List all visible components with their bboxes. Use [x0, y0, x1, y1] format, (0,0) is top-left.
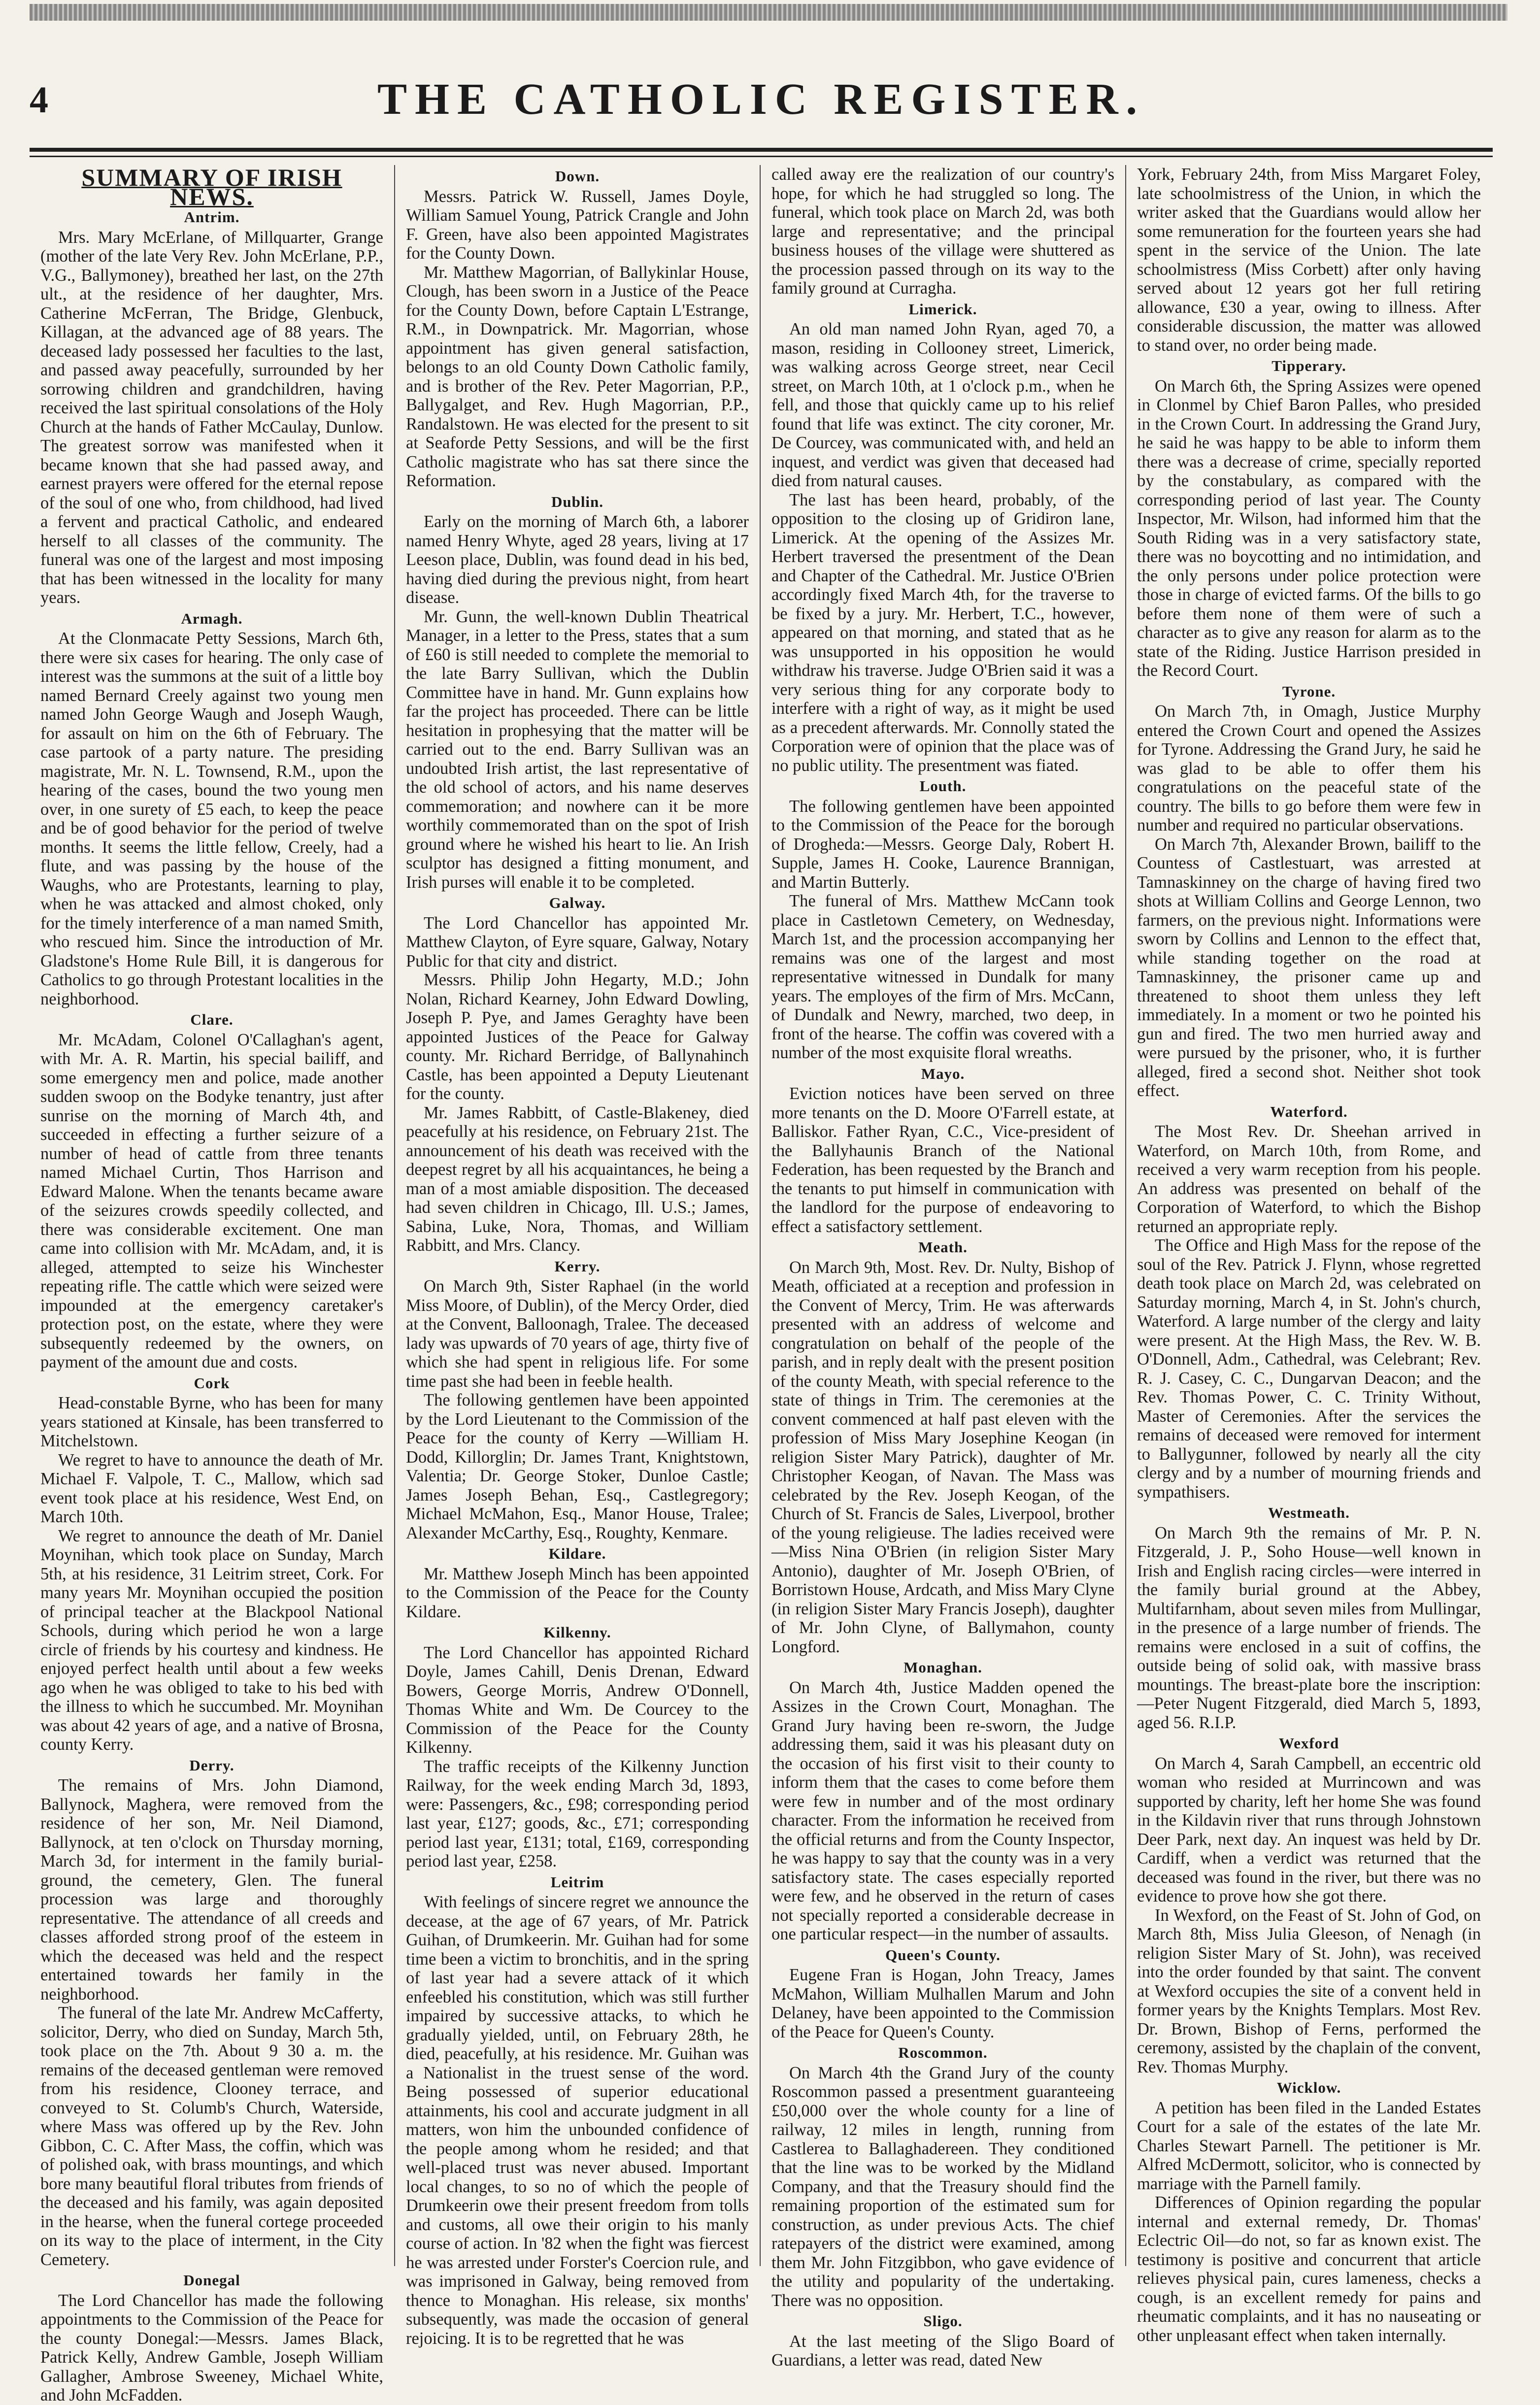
- news-paragraph: On March 7th, Alexander Brown, bailiff to the Countess of Castlestuart, was arrested at Tamnaskinney on the charge of having fired two shots at William Collins and George Lennon, two farmers, on the previous night. Informations were sworn by Collins and Lennon to the effect that, while standing together on the road at Tamnaskinney, the prisoner came up and threatened to shoot them unless they left immediately. In a moment or two he pointed his gun and fired. The two men hurried away and were pursued by the prisoner, who, it is further alleged, fired a second shot. Neither shot took effect.: [1137, 835, 1481, 1100]
- county-heading: Tipperary.: [1272, 357, 1346, 374]
- news-paragraph: On March 9th, Most. Rev. Dr. Nulty, Bishop of Meath, officiated at a reception and profession in the Convent of Mercy, Trim. He was afterwards presented with an address of welcome and congratulation on behalf of the people of the parish, and in reply dealt with the present position of the county Meath, with special reference to the state of things in Trim. The ceremonies at the convent commenced at half past eleven with the profession of Miss Mary Josephine Keogan (in religion Sister Mary Patrick), daughter of Mr. Christopher Keogan, of Navan. The Mass was celebrated by the Rev. Joseph Keogan, of the Church of St. Francis de Sales, Liverpool, brother of the young religieuse. The ladies received were —Miss Nina O'Brien (in religion Sister Mary Antonio), daughter of Mr. Joseph O'Brien, of Borristown House, Ardcath, and Miss Mary Clyne (in religion Sister Mary Francis Joseph), daughter of Mr. John Clyne, of Ballymahon, county Longford.: [771, 1258, 1114, 1656]
- county-heading: Clare.: [190, 1011, 234, 1028]
- news-paragraph: The Office and High Mass for the repose of the soul of the Rev. Patrick J. Flynn, whose regretted death took place on March 2d, was celebrated on Saturday morning, March 4, in St. John's church, Waterford. A large number of the clergy and laity were present. At the High Mass, the Rev. W. B. O'Donnell, Adm., Cathedral, was Celebrant; Rev. R. J. Casey, C. C., Dungarvan Deacon; and the Rev. Thomas Power, C. C. Trinity Without, Master of Ceremonies. After the services the remains of deceased were removed for interment to Ballygunner, followed by nearly all the city clergy and by a number of mourning friends and sympathisers.: [1137, 1236, 1481, 1502]
- news-paragraph: On March 4, Sarah Campbell, an eccentric old woman who resided at Murrincown and was supported by charity, left her home She was found in the Kildavin river that runs through Johnstown Deer Park, next day. An inquest was held by Dr. Cardiff, when a verdict was returned that the deceased was found in the river, but there was no evidence to prove how she got there.: [1137, 1754, 1481, 1905]
- county-heading: Monaghan.: [904, 1659, 982, 1676]
- news-paragraph: The Most Rev. Dr. Sheehan arrived in Waterford, on March 10th, from Rome, and received a very warm reception from his people. An address was presented on behalf of the Corporation of Waterford, to which the Bishop returned an appropriate reply.: [1137, 1122, 1481, 1236]
- section-title: SUMMARY OF IRISH NEWS.: [81, 164, 342, 210]
- page-number: 4: [30, 79, 48, 121]
- news-paragraph: Eviction notices have been served on three more tenants on the D. Moore O'Farrell estate, at Balliskor. Father Ryan, C.C., Vice-president of the Ballyhaunis Branch of the National Federation, has been requested by the Branch and the tenants to put himself in communication with the landlord for the purpose of endeavoring to effect a satisfactory settlement.: [771, 1084, 1114, 1236]
- news-paragraph: Mr. McAdam, Colonel O'Callaghan's agent, with Mr. A. R. Martin, his special bailiff, and some emergency men and police, made another sudden swoop on the Bodyke tenantry, just after sunrise on the morning of March 4th, and succeeded in effecting a further seizure of a number of head of cattle from three tenants named Michael Curtin, Thos Harrison and Edward Malone. When the tenants became aware of the seizures crowds speedily collected, and there was considerable excitement. One man came into collision with Mr. McAdam, and, it is alleged, attempted to seize his Winchester repeating rifle. The cattle which were seized were impounded at the emergency caretaker's protection post, on the estate, where they were subsequently redeemed by the owners, on payment of the amount due and costs.: [40, 1030, 383, 1371]
- column-1: [30, 164, 395, 2405]
- county-heading: Limerick.: [908, 300, 977, 318]
- news-paragraph: With feelings of sincere regret we announce the decease, at the age of 67 years, of Mr. Patrick Guihan, of Drumkeerin. Mr. Guihan had for some time been a victim to bronchitis, and in the spring of last year had a severe attack of it which enfeebled his constitution, which was still further impaired by successive attacks, to which he gradually yielded, until, on February 28th, he died, peacefully, at his residence. Mr. Guihan was a Nationalist in the truest sense of the word. Being possessed of superior educational attainments, his cool and accurate judgment in all matters, won him the unbounded confidence of the people among whom he resided; and that well-placed trust was never abused. Important local changes, to so no of which the people of Drumkeerin owe their present freedom from tolls and customs, all owe their origin to his manly course of action. In '82 when the fight was fiercest he was arrested under Forster's Coercion rule, and was imprisoned in Galway, being removed from thence to Monaghan. His release, six months' subsequently, was made the occasion of general rejoicing. It is to be regretted that he was: [406, 1893, 749, 2348]
- masthead-rule: [30, 148, 1493, 152]
- news-paragraph: York, February 24th, from Miss Margaret Foley, late schoolmistress of the Union, in which the writer asked that the Guardians would allow her some remuneration for the fourteen years she had spent in the service of the Union. The late schoolmistress (Miss Corbett) after only having served about 12 years got her full retiring allowance, £30 a year, owing to illness. After considerable discussion, the matter was allowed to stand over, no order being made.: [1137, 165, 1481, 355]
- news-paragraph: At the last meeting of the Sligo Board of Guardians, a letter was read, dated New: [771, 2332, 1114, 2370]
- news-paragraph: On March 4th the Grand Jury of the county Roscommon passed a presentment guaranteeing £50,000 over the whole county for a line of railway, 12 miles in length, running from Castlerea to Ballaghadereen. They conditioned that the line was to be worked by the Midland Company, and that the Treasury should find the remaining proportion of the estimated sum for construction, as under previous Acts. The chief ratepayers of the district were examined, among them Mr. John Fitzgibbon, who gave evidence of the utility and popularity of the undertaking. There was no opposition.: [771, 2063, 1114, 2310]
- news-paragraph: We regret to announce the death of Mr. Daniel Moynihan, which took place on Sunday, March 5th, at his residence, 31 Leitrim street, Cork. For many years Mr. Moynihan occupied the position of principal teacher at the Blackpool National Schools, during which period he won a large circle of friends by his courtesy and kindness. He enjoyed perfect health until about a few weeks ago when he was obliged to take to his bed with the illness to which he succumbed. Mr. Moynihan was about 42 years of age, and a native of Brosna, county Kerry.: [40, 1526, 383, 1754]
- column-3: [761, 165, 1126, 2370]
- county-heading: Tyrone.: [1282, 682, 1336, 700]
- county-heading: Waterford.: [1270, 1102, 1348, 1120]
- news-paragraph: In Wexford, on the Feast of St. John of God, on March 8th, Miss Julia Gleeson, of Nenagh (in religion Sister Mary of St. John), was received into the order founded by that saint. The convent at Wexford occupies the site of a convent held in former years by the Knights Templars. Most Rev. Dr. Brown, Bishop of Ferns, performed the ceremony, assisted by the chaplain of the convent, Rev. Thomas Murphy.: [1137, 1905, 1481, 2076]
- news-paragraph: Mr. Matthew Magorrian, of Ballykinlar House, Clough, has been sworn in a Justice of the Peace for the County Down, before Captain L'Estrange, R.M., in Downpatrick. Mr. Magorrian, whose appointment has given general satisfaction, belongs to an old County Down Catholic family, and is brother of the Rev. Peter Magorrian, P.P., Ballygalget, and Rev. Hugh Magorrian, P.P., Randalstown. He was elected for the present to sit at Seaforde Petty Sessions, and will be the first Catholic magistrate who has sat there since the Reformation.: [406, 263, 749, 490]
- news-paragraph: Mr. Gunn, the well-known Dublin Theatrical Manager, in a letter to the Press, states that a sum of £60 is still needed to complete the memorial to the late Barry Sullivan, which the Dublin Committee have in hand. Mr. Gunn explains how far the project has proceeded. There can be little hesitation in prophesying that the matter will be carried out to the end. Barry Sullivan was an undoubted Irish artist, the last representative of the old school of actors, and his name deserves commemoration; and nowhere can it be more worthily commemorated than on the spot of Irish ground where he wished his heart to lie. An Irish sculptor has designed a fitting monument, and Irish purses will enable it to be completed.: [406, 607, 749, 892]
- news-paragraph: The funeral of the late Mr. Andrew McCafferty, solicitor, Derry, who died on Sunday, March 5th, took place on the 7th. About 9 30 a. m. the remains of the deceased gentleman were removed from his residence, Clooney terrace, and conveyed to St. Columb's Church, Waterside, where Mass was offered up by the Rev. John Gibbon, C. C. After Mass, the coffin, which was of polished oak, with brass mountings, and which bore many beautiful floral tributes from friends of the deceased and his family, was again deposited in the hearse, when the funeral cortege proceeded on its way to the place of interment, in the City Cemetery.: [40, 2004, 383, 2269]
- county-heading: Armagh.: [181, 609, 243, 627]
- news-paragraph: The Lord Chancellor has appointed Richard Doyle, James Cahill, Denis Drenan, Edward Bowers, George Morris, Andrew O'Donnell, Thomas White and Wm. De Courcey to the Commission of the Peace for the County Kilkenny.: [406, 1643, 749, 1757]
- news-paragraph: Head-constable Byrne, who has been for many years stationed at Kinsale, has been transferred to Mitchelstown.: [40, 1394, 383, 1450]
- news-paragraph: The last has been heard, probably, of the opposition to the closing up of Gridiron lane, Limerick. At the opening of the Assizes Mr. Herbert traversed the presentment of the Dean and Chapter of the Cathedral. Mr. Justice O'Brien accordingly fixed March 4th, for the traverse to be fixed by a jury. Mr. Herbert, T.C., however, appeared on that morning, and stated that as he was unsupported in his opposition he would withdraw his traverse. Judge O'Brien said it was a very serious thing for any corporate body to interfere with a right of way, as it might be used as a precedent afterwards. Mr. Connolly stated the Corporation were of opinion that the place was of no public utility. The presentment was fiated.: [771, 490, 1114, 775]
- news-paragraph: Eugene Fran is Hogan, John Treacy, James McMahon, William Mulhallen Marum and John Delaney, have been appointed to the Commission of the Peace for Queen's County.: [771, 1966, 1114, 2041]
- column-2: [395, 165, 761, 2348]
- news-paragraph: The traffic receipts of the Kilkenny Junction Railway, for the week ending March 3d, 1893, were: Passengers, &c., £98; corresponding period last year, £127; goods, &c., £71; corresponding period last year, £131; total, £169, corresponding period last year, £258.: [406, 1757, 749, 1871]
- news-paragraph: Messrs. Patrick W. Russell, James Doyle, William Samuel Young, Patrick Crangle and John F. Green, have also been appointed Magistrates for the County Down.: [406, 187, 749, 263]
- news-paragraph: called away ere the realization of our country's hope, for which he had struggled so long. The funeral, which took place on March 2d, was both large and representative; and the principal business houses of the village were shuttered as the procession passed through on its way to the family ground at Curragha.: [771, 165, 1114, 298]
- county-heading: Cork: [194, 1374, 230, 1392]
- county-heading: Leitrim: [550, 1873, 604, 1891]
- county-heading: Roscommon.: [898, 2044, 988, 2061]
- county-heading: Wexford: [1278, 1735, 1339, 1752]
- county-heading: Down.: [555, 167, 600, 185]
- county-heading: Dublin.: [551, 493, 604, 510]
- news-paragraph: On March 6th, the Spring Assizes were opened in Clonmel by Chief Baron Palles, who presided in the Crown Court. In addressing the Grand Jury, he said he was happy to be able to inform them there was a decrease of crime, specially reported by the constabulary, as compared with the corresponding period of last year. The County Inspector, Mr. Wilson, had informed him that the South Riding was in a very satisfactory state, there was no boycotting and no intimidation, and the only persons under police protection were those in charge of evicted farms. Of the bills to go before them none of them were of such a character as to give any reason for alarm as to the state of the Riding. Justice Harrison presided in the Record Court.: [1137, 376, 1481, 680]
- news-paragraph: On March 9th, Sister Raphael (in the world Miss Moore, of Dublin), of the Mercy Order, died at the Convent, Balloonagh, Tralee. The deceased lady was upwards of 70 years of age, thirty five of which she had spent in religious life. For some time past she had been in feeble health.: [406, 1277, 749, 1391]
- county-heading: Sligo.: [923, 2312, 963, 2330]
- county-heading: Meath.: [918, 1238, 968, 1256]
- news-paragraph: A petition has been filed in the Landed Estates Court for a sale of the estates of the late Mr. Charles Stewart Parnell. The petitioner is Mr. Alfred McDermott, solicitor, who is connected by marriage with the Parnell family.: [1137, 2098, 1481, 2193]
- county-heading: Queen's County.: [885, 1946, 1001, 1964]
- county-heading: Louth.: [919, 777, 967, 795]
- masthead-rule-thin: [30, 156, 1493, 157]
- news-paragraph: An old man named John Ryan, aged 70, a mason, residing in Collooney street, Limerick, was walking across George street, near Cecil street, on March 10th, at 1 o'clock p.m., when he fell, and those that quickly came up to his relief found that life was extinct. The city coroner, Mr. De Courcey, was communicated with, and held an inquest, and verdict was given that deceased had died from natural causes.: [771, 320, 1114, 490]
- news-paragraph: On March 9th the remains of Mr. P. N. Fitzgerald, J. P., Soho House—well known in Irish and English racing circles—were interred in the family burial ground at the Abbey, Multifarnham, about seven miles from Mullingar, in the presence of a large number of friends. The remains were enclosed in a suit of coffins, the outside being of solid oak, with massive brass mountings. The breast-plate bore the inscription:—Peter Nugent Fitzgerald, died March 5, 1893, aged 56. R.I.P.: [1137, 1523, 1481, 1732]
- news-paragraph: The Lord Chancellor has made the following appointments to the Commission of the Peace for the county Donegal:—Messrs. James Black, Patrick Kelly, Andrew Gamble, Joseph William Gallagher, Ambrose Sweeney, Michael White, and John McFadden.: [40, 2291, 383, 2405]
- news-paragraph: The following gentlemen have been appointed to the Commission of the Peace for the borough of Drogheda:—Messrs. George Daly, Robert H. Supple, James H. Cooke, Laurence Brannigan, and Martin Butterly.: [771, 797, 1114, 892]
- masthead: [30, 59, 1493, 153]
- news-paragraph: On March 4th, Justice Madden opened the Assizes in the Crown Court, Monaghan. The Grand Jury having been re-sworn, the Judge addressing them, said it was his pleasant duty on the occasion of his first visit to their county to inform them that the cases to come before them were few in number and of the most ordinary character. From the information he received from the official returns and from the County Inspector, he was happy to say that the county was in a very satisfactory state. The cases especially reported were few, and he observed in the return of cases not specially reported a considerable decrease in one particular respect—in the number of assaults.: [771, 1678, 1114, 1943]
- news-paragraph: The following gentlemen have been appointed by the Lord Lieutenant to the Commission of the Peace for the county of Kerry —William H. Dodd, Killorglin; Dr. James Trant, Knightstown, Valentia; Dr. George Stoker, Dunloe Castle; James Joseph Behan, Esq., Castlegregory; Michael McMahon, Esq., Manor House, Tralee; Alexander McCarthy, Esq., Roughty, Kenmare.: [406, 1391, 749, 1542]
- news-paragraph: At the Clonmacate Petty Sessions, March 6th, there were six cases for hearing. The only case of interest was the summons at the suit of a little boy named Bernard Creely against two young men named John George Waugh and Joseph Waugh, for assault on him on the 6th of February. The case partook of a party nature. The presiding magistrate, Mr. N. L. Townsend, R.M., upon the hearing of the cases, bound the two young men over, in one surety of £5 each, to keep the peace and be of good behavior for the period of twelve months. It seems the little fellow, Creely, had a flute, and was passing by the house of the Waughs, who are Protestants, learning to play, when he was attacked and almost choked, only for the timely interference of a man named Smith, who rescued him. Since the introduction of Mr. Gladstone's Home Rule Bill, it is dangerous for Catholics to go through Protestant localities in the neighborhood.: [40, 629, 383, 1008]
- news-paragraph: We regret to have to announce the death of Mr. Michael F. Valpole, T. C., Mallow, which sad event took place at his residence, West End, on March 10th.: [40, 1450, 383, 1526]
- county-heading: Kerry.: [554, 1257, 601, 1275]
- county-heading: Westmeath.: [1268, 1504, 1350, 1521]
- news-paragraph: Mrs. Mary McErlane, of Millquarter, Grange (mother of the late Very Rev. John McErlane, P.P., V.G., Ballymoney), breathed her last, on the 27th ult., at the residence of her daughter, Mrs. Catherine McFerran, The Bridge, Glenbuck, Killagan, at the advanced age of 88 years. The deceased lady possessed her faculties to the last, and passed away peacefully, surrounded by her sorrowing children and grandchildren, having received the last spiritual consolations of the Holy Church at the hands of Father McCaulay, Dunlow. The greatest sorrow was manifested when it became known that she had passed away, and earnest prayers were offered for the eternal repose of the soul of one who, from childhood, had lived a fervent and practical Catholic, and endeared herself to all classes of the community. The funeral was one of the largest and most imposing that has been witnessed in the locality for many years.: [40, 228, 383, 607]
- news-paragraph: On March 7th, in Omagh, Justice Murphy entered the Crown Court and opened the Assizes for Tyrone. Addressing the Grand Jury, he said he was glad to be able to offer them his congratulations on the peaceful state of the country. The bills to go before them were few in number and required no particular observations.: [1137, 702, 1481, 835]
- county-heading: Antrim.: [184, 208, 240, 226]
- county-heading: Wicklow.: [1276, 2079, 1341, 2096]
- news-paragraph: The funeral of Mrs. Matthew McCann took place in Castletown Cemetery, on Wednesday, March 1st, and the procession accompanying her remains was one of the largest and most representative witnessed in Dundalk for many years. The employes of the firm of Mrs. McCann, of Dundalk and Newry, marched, two deep, in front of the hearse. The coffin was covered with a number of the most exquisite floral wreaths.: [771, 892, 1114, 1062]
- newspaper-title: THE CATHOLIC REGISTER.: [377, 75, 1145, 124]
- top-border-band: [30, 4, 1507, 21]
- county-heading: Kildare.: [548, 1545, 606, 1562]
- news-paragraph: Differences of Opinion regarding the popular internal and external remedy, Dr. Thomas' Eclectric Oil—do not, so far as known exist. The testimony is positive and concurrent that article relieves physical pain, cures lameness, checks a cough, is an excellent remedy for pains and rheumatic complaints, and it has no nauseating or other unpleasant effect when taken internally.: [1137, 2193, 1481, 2345]
- news-paragraph: The Lord Chancellor has appointed Mr. Matthew Clayton, of Eyre square, Galway, Notary Public for that city and district.: [406, 913, 749, 970]
- columns: [30, 164, 1493, 2405]
- county-heading: Kilkenny.: [543, 1624, 611, 1641]
- county-heading: Mayo.: [921, 1065, 965, 1082]
- news-paragraph: Mr. James Rabbitt, of Castle-Blakeney, died peacefully at his residence, on February 21st. The announcement of his death was received with the deepest regret by all his acquaintances, he being a man of a most amiable disposition. The deceased had seven children in Chicago, Ill. U.S.; James, Sabina, Luke, Nora, Thomas, and William Rabbitt, and Mrs. Clancy.: [406, 1103, 749, 1255]
- news-paragraph: The remains of Mrs. John Diamond, Ballynock, Maghera, were removed from the residence of her son, Mr. Neil Diamond, Ballynock, at ten o'clock on Thursday morning, March 3d, for interment in the family burial-ground, the cemetery, Glen. The funeral procession was large and thoroughly representative. The attendance of all creeds and classes afforded strong proof of the esteem in which the deceased was held and the respect entertained towards her family in the neighborhood.: [40, 1776, 383, 2004]
- column-4: [1126, 165, 1492, 2345]
- news-paragraph: Messrs. Philip John Hegarty, M.D.; John Nolan, Richard Kearney, John Edward Dowling, Joseph P. Pye, and James Geraghty have been appointed Justices of the Peace for Galway county. Mr. Richard Berridge, of Ballynahinch Castle, has been appointed a Deputy Lieutenant for the county.: [406, 970, 749, 1103]
- news-paragraph: Early on the morning of March 6th, a laborer named Henry Whyte, aged 28 years, living at 17 Leeson place, Dublin, was found dead in his bed, having died during the previous night, from heart disease.: [406, 512, 749, 607]
- county-heading: Galway.: [549, 894, 606, 911]
- county-heading: Donegal: [183, 2271, 240, 2289]
- county-heading: Derry.: [189, 1756, 234, 1774]
- news-paragraph: Mr. Matthew Joseph Minch has been appointed to the Commission of the Peace for the County Kildare.: [406, 1564, 749, 1621]
